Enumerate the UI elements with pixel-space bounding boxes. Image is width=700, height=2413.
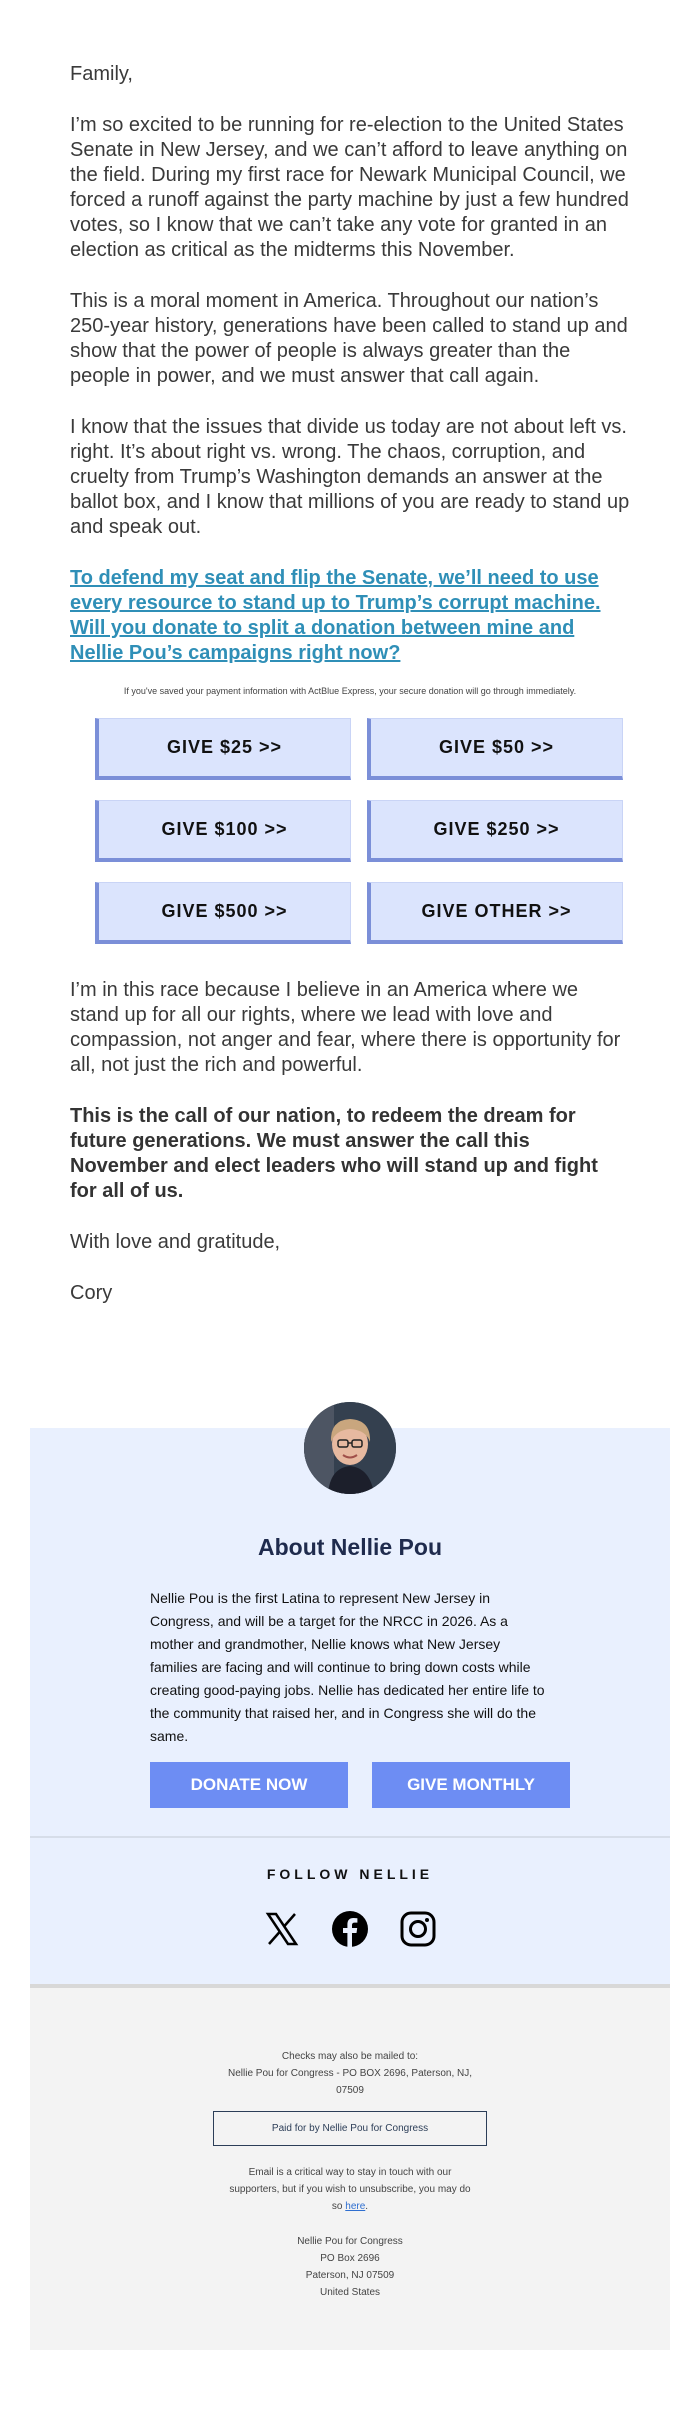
give-250-button[interactable]: GIVE $250 >> <box>367 800 623 862</box>
address-country: United States <box>319 2287 381 2298</box>
signature: Cory <box>70 1282 113 1304</box>
give-other-button[interactable]: GIVE OTHER >> <box>367 882 623 944</box>
give-500-button[interactable]: GIVE $500 >> <box>95 882 351 944</box>
give-100-button[interactable]: GIVE $100 >> <box>95 800 351 862</box>
follow-title: FOLLOW NELLIE <box>266 1866 434 1882</box>
instagram-icon[interactable] <box>399 1910 437 1948</box>
unsubscribe-text: Email is a critical way to stay in touch with our supporters, but if you wish to unsubscribe, you may do so <box>229 2167 471 2212</box>
checks-line-2: Nellie Pou for Congress - PO BOX 2696, Paterson, NJ, 07509 <box>228 2068 472 2096</box>
checks-line-1: Checks may also be mailed to: <box>281 2051 419 2062</box>
about-section <box>30 1428 670 1984</box>
unsubscribe-link[interactable]: here <box>345 2201 366 2212</box>
paid-for-disclaimer: Paid for by Nellie Pou for Congress <box>213 2111 487 2146</box>
paragraph-3: I know that the issues that divide us today are not about left vs. right. It’s about right vs. wrong. The chaos, corruption, and cruelty from Trump’s Washington demands an answer at the ballot box, and I know that millions of you are ready to stand up and speak out. <box>70 416 630 538</box>
footer <box>30 1984 670 2350</box>
about-title: About Nellie Pou <box>258 1534 442 1560</box>
paragraph-2: This is a moral moment in America. Throughout our nation’s 250-year history, generations have been called to stand up and show that the power of people is always greater than the people in power, and we must answer that call again. <box>70 290 628 387</box>
address-box: PO Box 2696 <box>320 2253 380 2264</box>
closing: With love and gratitude, <box>70 1231 281 1253</box>
x-icon[interactable] <box>263 1910 301 1948</box>
greeting: Family, <box>70 63 133 85</box>
donate-now-button[interactable]: DONATE NOW <box>150 1762 348 1808</box>
donate-cta-link[interactable]: To defend my seat and flip the Senate, we’ll need to use every resource to stand up to Trump’s corrupt machine. Will you donate to split a donation between mine and Nellie Pou’s campaigns right now? <box>70 567 601 664</box>
about-buttons <box>150 1762 670 1836</box>
address-city: Paterson, NJ 07509 <box>305 2270 395 2281</box>
give-monthly-button[interactable]: GIVE MONTHLY <box>372 1762 570 1808</box>
social-links <box>30 1910 670 1948</box>
donation-button-grid <box>95 718 630 944</box>
follow-section <box>30 1836 670 1984</box>
facebook-icon[interactable] <box>331 1910 369 1948</box>
checks-mailing-info <box>225 2048 475 2099</box>
paragraph-4: I’m in this race because I believe in an America where we stand up for all our rights, where we lead with love and compassion, not anger and fear, where there is opportunity for all, not just the rich and powerful. <box>70 979 621 1076</box>
mailing-address <box>30 2233 670 2301</box>
actblue-express-note: If you've saved your payment information with ActBlue Express, your secure donation will go through immediately. <box>123 686 577 696</box>
about-bio: Nellie Pou is the first Latina to represent New Jersey in Congress, and will be a target for the NRCC in 2026. As a mother and grandmother, Nellie knows what New Jersey families are facing and will continue to bring down costs while creating good-paying jobs. Nellie has dedicated her entire life to the community that raised her, and in Congress she will do the same. <box>150 1590 545 1744</box>
unsubscribe-note: Email is a critical way to stay in touch with our supporters, but if you wish to unsubscribe, you may do so here. <box>229 2167 471 2212</box>
give-25-button[interactable]: GIVE $25 >> <box>95 718 351 780</box>
paragraph-5-bold: This is the call of our nation, to redeem the dream for future generations. We must answer the call this November and elect leaders who will stand up and fight for all of us. <box>70 1105 598 1202</box>
address-name: Nellie Pou for Congress <box>297 2236 403 2247</box>
give-50-button[interactable]: GIVE $50 >> <box>367 718 623 780</box>
paragraph-1: I’m so excited to be running for re-election to the United States Senate in New Jersey, and we can’t afford to leave anything on the field. During my first race for Newark Municipal Council, we forced a runoff against the party machine by just a few hundred votes, so I know that we can’t take any vote for granted in an election as critical as the midterms this November. <box>70 114 629 261</box>
avatar <box>304 1402 396 1494</box>
